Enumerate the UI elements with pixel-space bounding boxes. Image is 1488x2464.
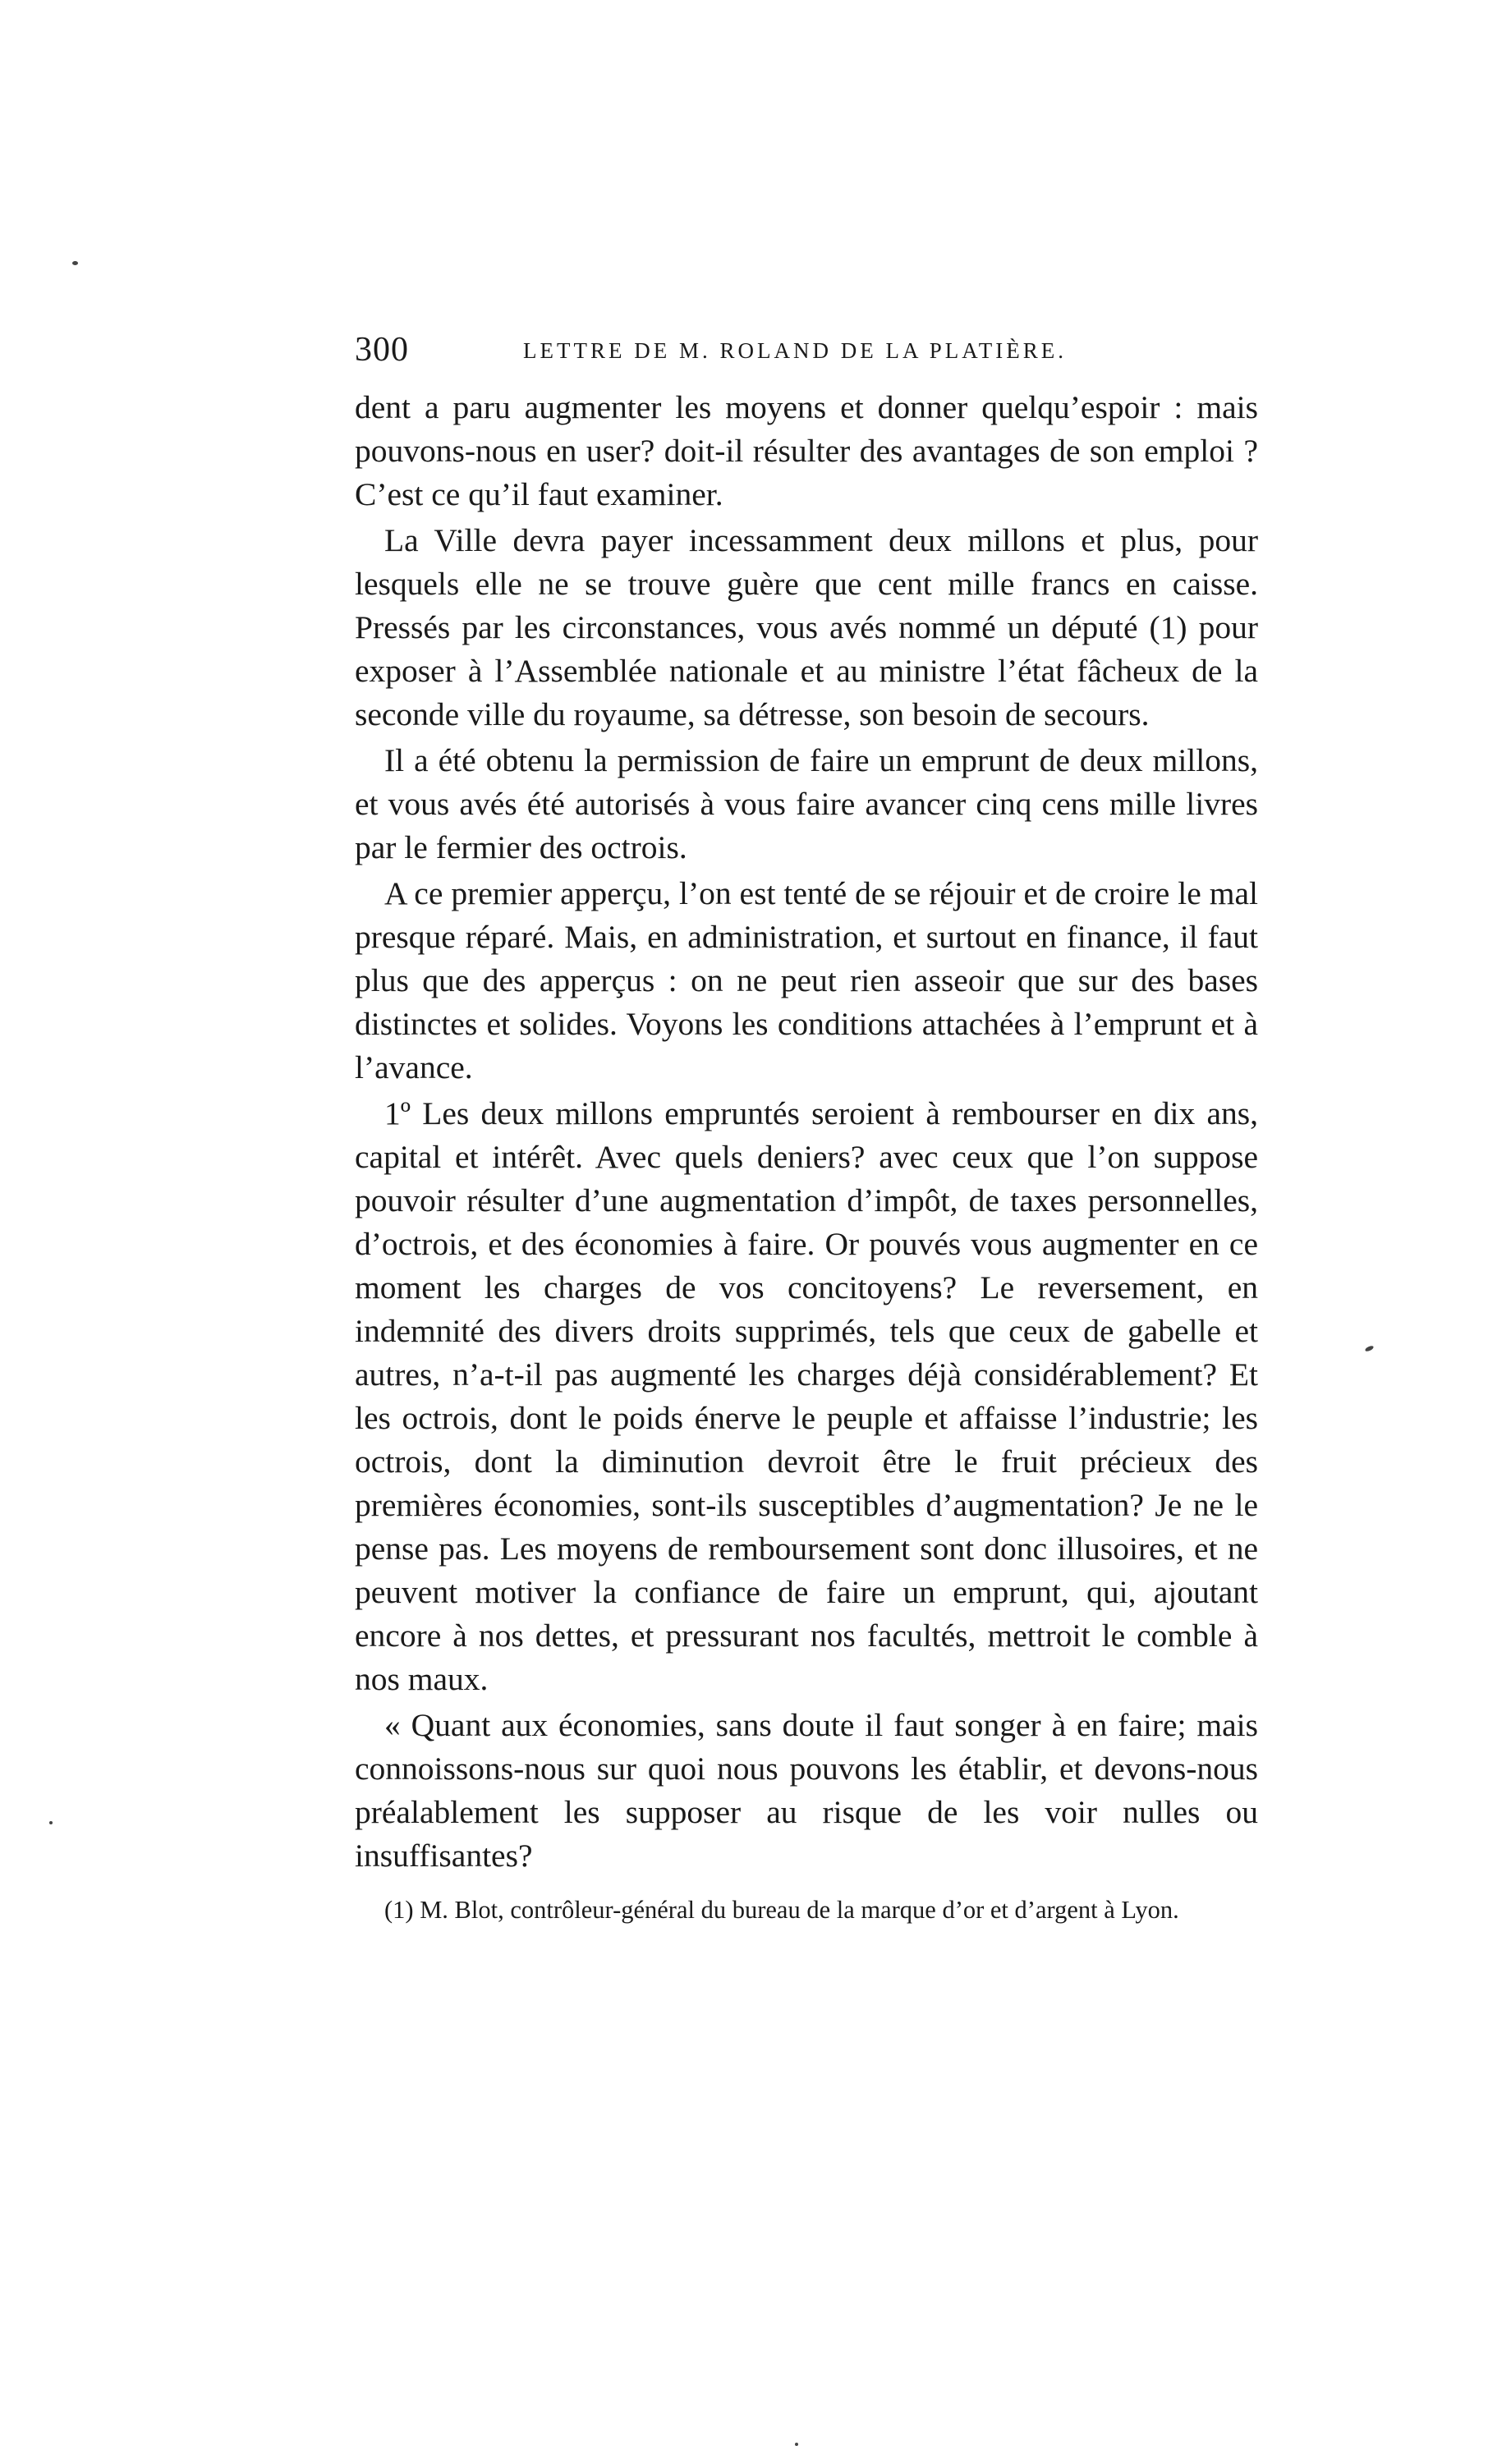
footnote: (1) M. Blot, contrôleur-général du bureau de la marque d’or et d’argent à Lyon. <box>384 1896 1179 1924</box>
page-number: 300 <box>355 331 409 369</box>
page-header <box>355 330 1258 379</box>
paragraph: La Ville devra payer incessamment deux millons et plus, pour lesquels elle ne se trouve guère que cent mille francs en caisse. Pressés par les circonstances, vous avés nommé un député (1) pour exposer à l’Assemblée nationale et au ministre l’état fâcheux de la seconde ville du royaume, sa détresse, son besoin de secours. <box>355 522 1258 732</box>
body-text <box>355 386 1258 1878</box>
scan-speck <box>72 261 78 265</box>
paragraph: « Quant aux économies, sans doute il faut songer à en faire; mais connoissons-nous sur quoi nous pouvons les établir, et devons-nous préalablement les supposer au risque de les voir nulles ou insuffisantes? <box>355 1707 1258 1874</box>
paragraph: 1º Les deux millons empruntés seroient à rembourser en dix ans, capital et intérêt. Avec quels deniers? avec ceux que l’on suppose pouvoir résulter d’une augmentation d’impôt, de taxes personnelles, d’octrois, et des économies à faire. Or pouvés vous augmenter en ce moment les charges de vos concitoyens? Le reversement, en indemnité des divers droits supprimés, tels que ceux de gabelle et autres, n’a-t-il pas augmenté les charges déjà considérablement? Et les octrois, dont le poids énerve le peuple et affaisse l’industrie; les octrois, dont la diminution devroit être le fruit précieux des premières économies, sont-ils susceptibles d’augmentation? Je ne le pense pas. Les moyens de remboursement sont donc illusoires, et ne peuvent motiver la confiance de faire un emprunt, qui, ajoutant encore à nos dettes, et pressurant nos facultés, mettroit le comble à nos maux. <box>355 1095 1258 1697</box>
paragraph-continuation: dent a paru augmenter les moyens et donner quelqu’espoir : mais pouvons-nous en user? doit-il résulter des avantages de son emploi ? C’est ce qu’il faut examiner. <box>355 389 1258 512</box>
paragraph: Il a été obtenu la permission de faire un emprunt de deux millons, et vous avés été autorisés à vous faire avancer cinq cens mille livres par le fermier des octrois. <box>355 742 1258 865</box>
paragraph: A ce premier apperçu, l’on est tenté de se réjouir et de croire le mal presque réparé. Mais, en administration, et surtout en finance, il faut plus que des apperçus : on ne peut rien asseoir que sur des bases distinctes et solides. Voyons les conditions attachées à l’emprunt et à l’avance. <box>355 875 1258 1085</box>
running-title: LETTRE DE M. ROLAND DE LA PLATIÈRE. <box>523 338 1067 363</box>
scan-speck <box>795 2443 798 2446</box>
scan-speck <box>49 1821 53 1824</box>
scan-speck <box>1364 1345 1374 1352</box>
